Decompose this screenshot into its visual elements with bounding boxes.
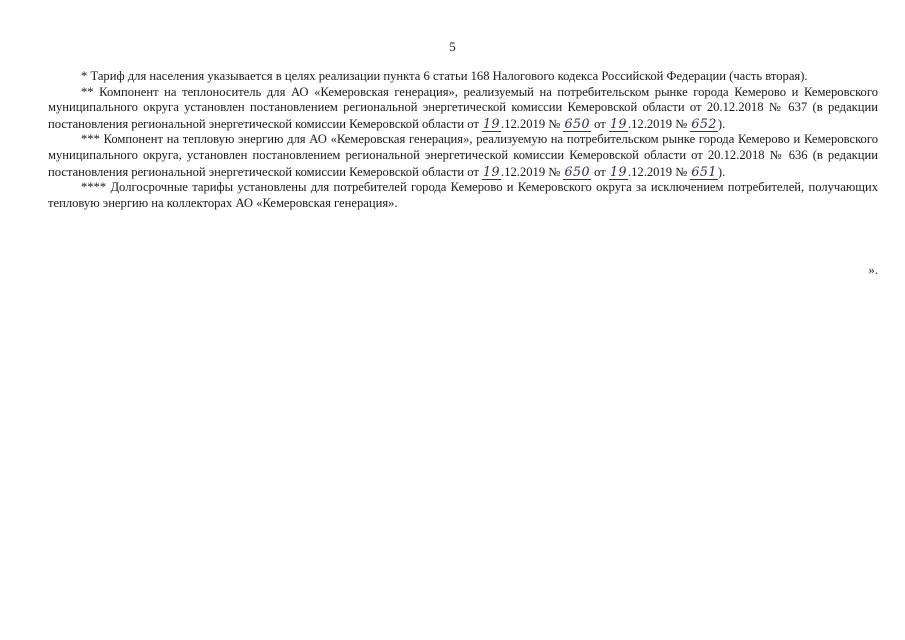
date-rest: .12.2019 № bbox=[501, 116, 564, 131]
handwritten-day: 19 bbox=[483, 115, 501, 131]
closing-text: ). bbox=[717, 116, 726, 131]
handwritten-number: 650 bbox=[564, 163, 590, 179]
connector-text: от bbox=[591, 164, 609, 179]
handwritten-day: 19 bbox=[609, 115, 627, 131]
handwritten-number: 650 bbox=[564, 115, 590, 131]
footnote-3 bbox=[48, 132, 878, 180]
footnotes bbox=[48, 69, 878, 211]
closing-quote-mark: ». bbox=[868, 263, 878, 277]
handwritten-number: 652 bbox=[691, 115, 717, 131]
footnote-2 bbox=[48, 85, 878, 133]
connector-text: от bbox=[591, 116, 609, 131]
date-rest: .12.2019 № bbox=[627, 164, 691, 179]
footnote-4-text: **** Долгосрочные тарифы установлены для потребителей города Кемерово и Кемеровского округа за исключением потребителей, получающих тепловую энергию на коллекторах АО «Кемеровская генерация». bbox=[48, 180, 878, 210]
footnote-3-text: *** Компонент на тепловую энергию для АО «Кемеровская генерация», реализуемую на потребительском рынке города Кемерово и Кемеровского муниципального округа, установлен постановлением региональной энергетической комиссии Кемеровской области от 20.12.2018 № 636 (в редакции постановления региональной энергетической комиссии Кемеровской области от bbox=[48, 132, 878, 179]
footnote-1 bbox=[48, 69, 878, 85]
footnote-4 bbox=[48, 180, 878, 211]
handwritten-day: 19 bbox=[609, 163, 627, 179]
handwritten-day: 19 bbox=[483, 163, 501, 179]
date-rest: .12.2019 № bbox=[501, 164, 564, 179]
footnote-1-text: * Тариф для населения указывается в целях реализации пункта 6 статьи 168 Налогового кодекса Российской Федерации (часть вторая). bbox=[81, 69, 808, 83]
date-rest: .12.2019 № bbox=[627, 116, 691, 131]
footnote-2-text: ** Компонент на теплоноситель для АО «Кемеровская генерация», реализуемый на потребительском рынке города Кемерово и Кемеровского муниципального округа установлен постановлением региональной энергетической комиссии Кемеровской области от 20.12.2018 № 637 (в редакции постановления региональной энергетической комиссии Кемеровской области от bbox=[48, 84, 878, 131]
page-number: 5 bbox=[449, 39, 456, 54]
handwritten-number: 651 bbox=[691, 163, 717, 179]
closing-text: ). bbox=[717, 164, 726, 179]
